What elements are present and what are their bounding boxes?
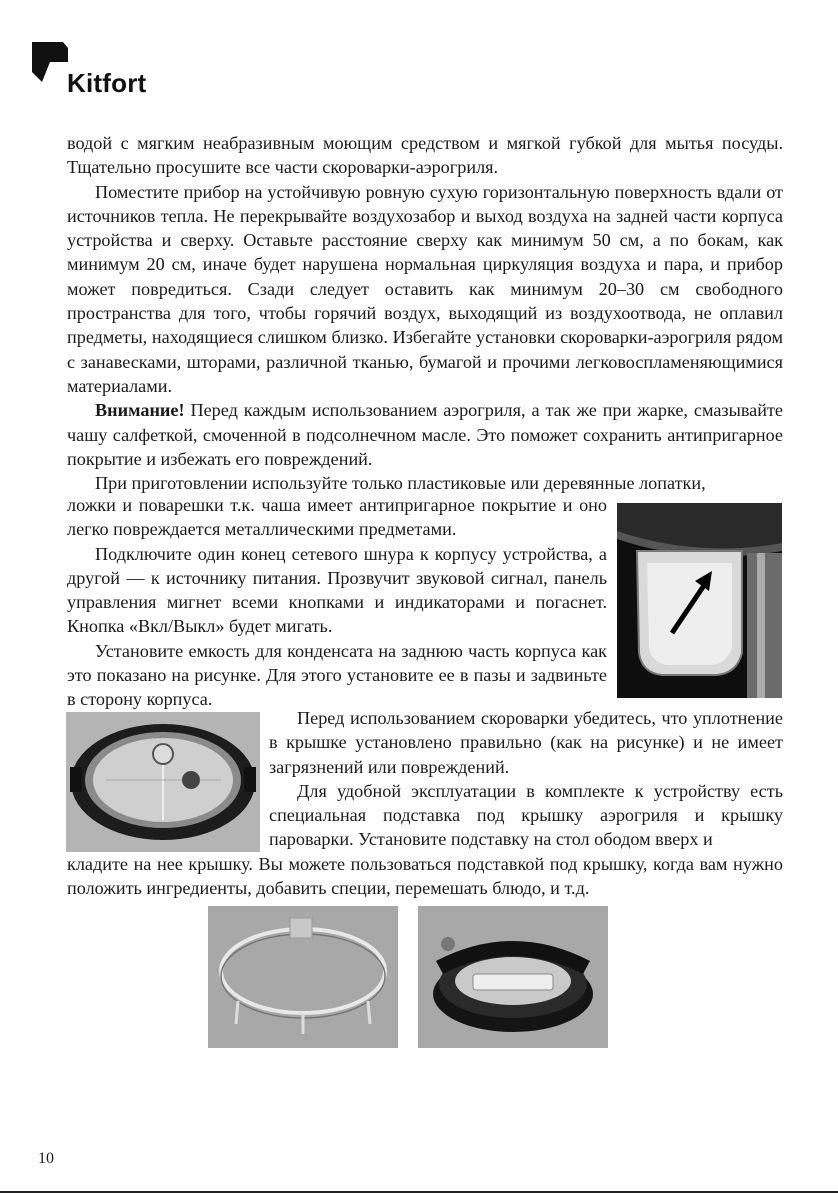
paragraph-3 <box>67 398 783 471</box>
warning-text: Перед каждым использованием аэрогриля, а так же при жарке, смазывайте чашу салфеткой, смоченной в подсолнечном масле. Это поможет сохранить антипригарное покрытие и избежать его повреждений. <box>67 400 783 469</box>
kitfort-logo <box>30 40 150 100</box>
brand-name: Kitfort <box>67 68 147 98</box>
condensate-container-photo <box>617 503 782 698</box>
lid-stand-photo <box>208 906 398 1048</box>
paragraph-4-line-1: При приготовлении используйте только пластиковые или деревянные лопатки, <box>95 473 706 494</box>
paragraph-6: Установите емкость для конденсата на заднюю часть корпуса как это показано на рисунке. Для этого установите ее в пазы и задвиньте в сторону корпуса. <box>67 640 607 710</box>
paragraph-1: водой с мягким неабразивным моющим средством и мягкой губкой для мытья посуды. Тщательно просушите все части скороварки-аэрогриля. <box>67 133 783 178</box>
paragraph-4-rest: ложки и поварешки т.к. чаша имеет антипригарное покрытие и оно легко повреждается металлическими предметами. <box>67 495 607 540</box>
paragraph-8-part-1: Для удобной эксплуатации в комплекте к устройству есть специальная подставка под крышку аэрогриля и крышку пароварки. Установите подставку на стол ободом вверх и <box>269 780 783 850</box>
paragraph-8-part-2: кладите на нее крышку. Вы можете пользоваться подставкой под крышку, когда вам нужно положить ингредиенты, добавить специи, перемешать блюдо, и т.д. <box>67 854 783 899</box>
lid-photo <box>66 712 260 852</box>
paragraph-5: Подключите один конец сетевого шнура к корпусу устройства, а другой — к источнику питания. Прозвучит звуковой сигнал, панель управления мигнет всеми кнопками и индикаторами и погаснет. Кнопка «Вкл/Выкл» будет мигать. <box>67 543 607 637</box>
lid-on-stand-photo <box>418 906 608 1048</box>
paragraph-7: Перед использованием скороварки убедитесь, что уплотнение в крышке установлено правильно (как на рисунке) и не имеет загрязнений или повреждений. <box>269 708 783 777</box>
text-block-top <box>67 131 783 495</box>
text-block-bottom <box>67 852 783 901</box>
kitfort-logo-mark <box>30 40 70 90</box>
paragraph-2: Поместите прибор на устойчивую ровную сухую горизонтальную поверхность вдали от источников тепла. Не перекрывайте воздухозабор и выход воздуха на задней части корпуса устройства и сверху. Оставьте расстояние сверху как минимум 50 см, а по бокам, как минимум 20 см, иначе будет нарушена нормальная циркуляция воздуха и пара, и прибор может повредиться. Сзади следует оставить как минимум 20–30 см свободного пространства для того, чтобы горячий воздух, выходящий из воздухоотвода, не оплавил предметы, находящиеся слишком близко. Избегайте установки скороварки-аэрогриля рядом с занавесками, шторами, различной тканью, бумагой и прочими легковоспламеняющимися материалами. <box>67 181 783 396</box>
warning-label: Внимание! <box>95 400 185 421</box>
page-number: 10 <box>38 1150 54 1167</box>
text-block-left-column <box>67 493 607 712</box>
text-block-right-column <box>269 706 783 852</box>
